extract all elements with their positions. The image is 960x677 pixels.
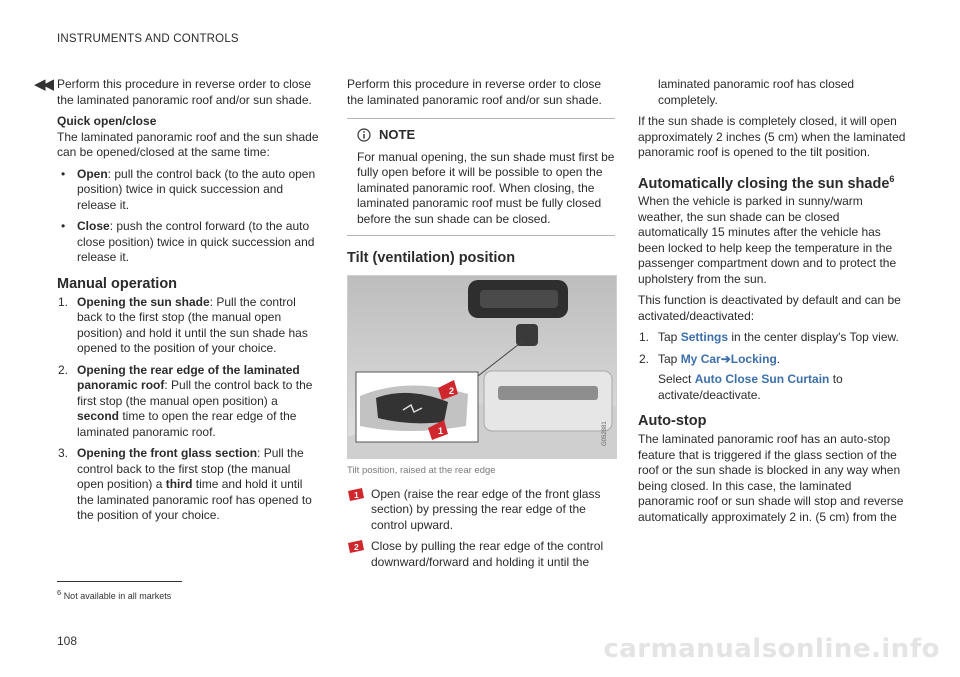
- bullet-icon: •: [61, 219, 66, 233]
- list-item: 2. Tap My Car➔Locking. Select Auto Close Sun Curtain to activate/deactivate.: [638, 352, 908, 404]
- step-text: : Pull the control back to the first stop (the manual open position) a: [77, 446, 304, 491]
- step-marker-icon: [347, 488, 365, 501]
- select-instruction: Select Auto Close Sun Curtain to activate/deactivate.: [658, 372, 843, 402]
- auto-stop-text: The laminated panoramic roof has an auto-stop feature that is triggered if the glass section of the roof or the sun shade is blocked in any way when being closed. In this case, the laminated panoramic roof or sun shade will stop and reverse automatically approximately 2 in. (5 cm) from the: [638, 432, 904, 524]
- step-text: time to open the rear edge of the laminated panoramic roof.: [77, 409, 297, 439]
- settings-link[interactable]: Settings: [680, 330, 729, 345]
- step-term: Opening the front glass section: [77, 446, 258, 460]
- locking-link[interactable]: Locking: [730, 351, 777, 366]
- step-number: 2.: [58, 362, 69, 377]
- footnote-ref: 6: [889, 173, 895, 184]
- svg-text:2: 2: [354, 542, 359, 552]
- auto-close-text: When the vehicle is parked in sunny/warm weather, the sun shade can be closed automatically 15 minutes after the vehicle has been locked to help keep the temperature in the passenger compartment down and to protect the upholstery from the sun.: [638, 194, 897, 286]
- intro-paragraph: Perform this procedure in reverse order to close the laminated panoramic roof and/or sun shade.: [347, 77, 602, 107]
- deactivated-text: This function is deactivated by default and can be activated/deactivated:: [638, 293, 901, 323]
- step-number: 1.: [639, 330, 650, 345]
- column-right: [638, 77, 908, 531]
- list-item: [57, 167, 319, 214]
- bullet-term: Close: [77, 219, 110, 233]
- step-number: 1.: [58, 294, 69, 309]
- note-text: For manual opening, the sun shade must first be fully open before it will be possible to open the laminated panoramic roof. When closing, the laminated panoramic roof must be fully closed before the sun shade can be closed.: [357, 149, 615, 226]
- bullet-icon: •: [61, 166, 66, 181]
- step-term: Opening the sun shade: [77, 294, 210, 309]
- list-item: [57, 446, 319, 524]
- list-item: [347, 539, 615, 570]
- column-left: [57, 77, 319, 530]
- footnote-divider: [57, 581, 182, 582]
- note-title: NOTE: [379, 127, 416, 142]
- button-row: [480, 290, 558, 308]
- list-item: [57, 219, 319, 266]
- auto-close-heading: Automatically closing the sun shade$^6$: [638, 173, 895, 192]
- step-text: : Pull the control back to the first stop (the manual open position) a: [77, 378, 313, 408]
- quick-open-close-text: The laminated panoramic roof and the sun shade can be opened/closed at the same time:: [57, 129, 319, 159]
- arrow-icon: ➔: [720, 351, 731, 366]
- figure-code: G052881: [602, 421, 608, 446]
- tilt-position-illustration: [347, 275, 617, 459]
- list-item: 1. Tap Settings in the center display's Top view.: [639, 330, 899, 345]
- auto-close-sun-curtain-link[interactable]: Auto Close Sun Curtain: [694, 372, 830, 387]
- step-emphasis: third: [165, 477, 193, 491]
- watermark: carmanualsonline.info: [603, 634, 940, 664]
- step-text: time and hold it until the laminated panoramic roof has opened to the position of your choice.: [77, 477, 312, 522]
- step-emphasis: second: [77, 409, 120, 423]
- bullet-term: Open: [77, 166, 108, 181]
- list-item: [57, 295, 319, 357]
- list-item: [57, 363, 319, 441]
- svg-text:1: 1: [438, 426, 444, 436]
- auto-stop-heading: Auto-stop: [638, 413, 707, 430]
- svg-text:1: 1: [354, 489, 359, 500]
- back-chevron-icon[interactable]: ◀◀: [34, 76, 52, 93]
- bullet-text: : pull the control back (to the auto open position) twice in quick succession and release it.: [77, 166, 316, 212]
- step-text: : Pull the control back to the first stop (the manual open position) and hold it until the sun shade has opened to the position of your choice.: [77, 294, 308, 355]
- note-box: [347, 118, 615, 236]
- bullet-text: : push the control forward (to the auto close position) twice in quick succession and release it.: [77, 219, 315, 264]
- info-icon: [357, 128, 371, 142]
- figure-caption: Tilt position, raised at the rear edge: [347, 465, 496, 476]
- tilt-position-heading: Tilt (ventilation) position: [347, 250, 516, 266]
- section-title: INSTRUMENTS AND CONTROLS: [57, 33, 239, 45]
- roof-control-knob: [516, 324, 538, 346]
- list-item: [347, 487, 615, 534]
- manual-operation-heading: Manual operation: [57, 275, 178, 292]
- step-term: Opening the rear edge of the laminated panoramic roof: [77, 362, 300, 392]
- intro-paragraph: Perform this procedure in reverse order to close the laminated panoramic roof and/or sun shade.: [57, 77, 312, 107]
- tilt-sunshade-paragraph: If the sun shade is completely closed, it will open approximately 2 inches (5 cm) when the laminated panoramic roof is opened to the tilt position.: [638, 114, 906, 159]
- continued-text: laminated panoramic roof has closed completely.: [658, 77, 855, 107]
- footnote: $^6$ Not available in all markets: [57, 588, 172, 601]
- page-number: 108: [57, 634, 78, 648]
- note-header: [357, 127, 615, 143]
- overhead-console-image: [348, 276, 616, 458]
- my-car-link[interactable]: My Car: [680, 351, 721, 366]
- step-text: Close by pulling the rear edge of the control downward/forward and holding it until the: [371, 539, 604, 569]
- column-middle: [347, 77, 615, 576]
- step-marker-icon: [347, 540, 365, 553]
- quick-open-close-heading: Quick open/close: [57, 114, 157, 128]
- step-number: 2.: [639, 351, 650, 366]
- step-number: 3.: [58, 446, 69, 460]
- step-text: Open (raise the rear edge of the front glass section) by pressing the rear edge of the control upward.: [371, 486, 601, 532]
- svg-text:2: 2: [449, 386, 455, 396]
